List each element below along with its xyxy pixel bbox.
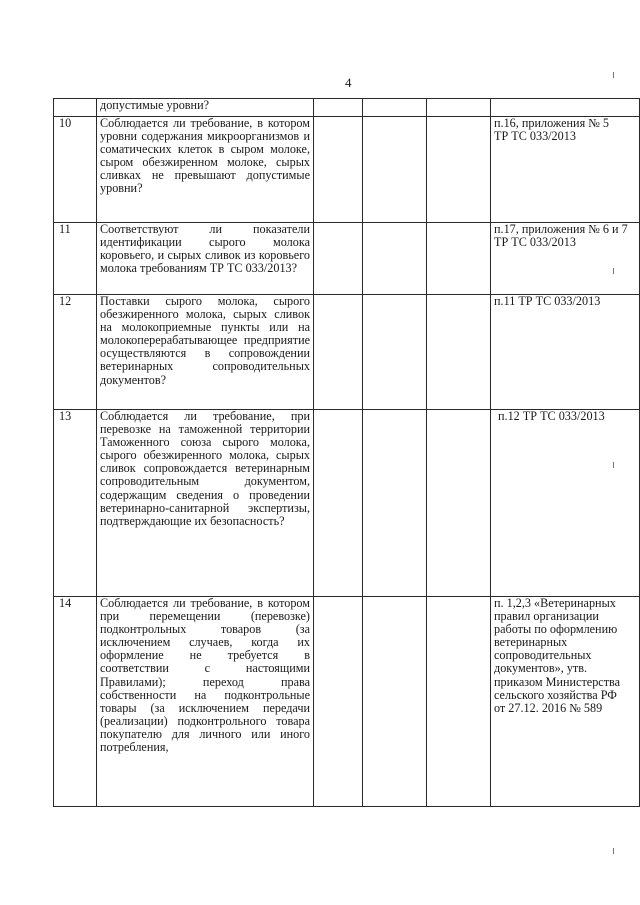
table-row [54, 597, 640, 807]
row-number: 13 [54, 410, 97, 597]
answer-na-cell [427, 99, 491, 117]
table-row [54, 99, 640, 117]
table-row [54, 410, 640, 597]
answer-no-cell [363, 597, 427, 807]
reference-text: п. 1,2,3 «Ветеринарных правил организации работы по оформлению ветеринарных сопроводительных документов», утв. приказом Министерства сельского хозяйства РФ от 27.12. 2016 № 589 [494, 596, 621, 715]
page-number: 4 [345, 75, 352, 90]
question-cell: Соответствуют ли показатели идентификации сырого молока коровьего, и сырых сливок из коровьего молока требованиям ТР ТС 033/2013? [97, 223, 314, 295]
answer-yes-cell [314, 117, 363, 223]
question-cell: Поставки сырого молока, сырого обезжиренного молока, сырых сливок на молокоприемные пункты или на молокоперерабатывающее предприятие осуществляются в сопровождении ветеринарных сопроводительных документов? [97, 295, 314, 410]
answer-na-cell [427, 117, 491, 223]
answer-no-cell [363, 410, 427, 597]
row-number [54, 99, 97, 117]
answer-na-cell [427, 597, 491, 807]
table-row [54, 223, 640, 295]
answer-yes-cell [314, 410, 363, 597]
answer-no-cell [363, 117, 427, 223]
answer-na-cell [427, 410, 491, 597]
reference-cell: п.17, приложения № 6 и 7 ТР ТС 033/2013 [491, 223, 640, 295]
answer-na-cell [427, 295, 491, 410]
reference-cell: п.11 ТР ТС 033/2013 [491, 295, 640, 410]
checklist-table [53, 98, 640, 807]
reference-text: п.16, приложения № 5 ТР ТС 033/2013 [494, 116, 609, 144]
answer-no-cell [363, 223, 427, 295]
row-number: 14 [54, 597, 97, 807]
answer-no-cell [363, 295, 427, 410]
row-number: 11 [54, 223, 97, 295]
answer-yes-cell [314, 223, 363, 295]
table-row [54, 295, 640, 410]
answer-yes-cell [314, 295, 363, 410]
answer-yes-cell [314, 597, 363, 807]
row-number: 10 [54, 117, 97, 223]
row-number: 12 [54, 295, 97, 410]
margin-mark [613, 72, 614, 78]
reference-cell [491, 117, 640, 223]
answer-yes-cell [314, 99, 363, 117]
answer-no-cell [363, 99, 427, 117]
answer-na-cell [427, 223, 491, 295]
reference-cell [491, 597, 640, 807]
reference-cell [491, 99, 640, 117]
table-row [54, 117, 640, 223]
question-cell: Соблюдается ли требование, в котором уровни содержания микроорганизмов и соматических клеток в сыром молоке, сыром обезжиренном молоке, сырых сливках не превышают допустимые уровни? [97, 117, 314, 223]
reference-cell [491, 410, 640, 597]
question-cell: Соблюдается ли требование, в котором при перемещении (перевозке) подконтрольных товаров (за исключением случаев, когда их оформление не требуется в соответствии с настоящими Правилами); переход права собственности на подконтрольные товары (за исключением передачи (реализации) подконтрольного товара покупателю для личного или иного потребления, [97, 597, 314, 807]
question-cell: допустимые уровни? [97, 99, 314, 117]
margin-mark [613, 848, 614, 854]
reference-text: п.12 ТР ТС 033/2013 [498, 409, 605, 423]
question-cell: Соблюдается ли требование, при перевозке на таможенной территории Таможенного союза сырого молока, сырого обезжиренного молока, сырых сливок сопровождается ветеринарным сопроводительным документом, содержащим сведения о проведении ветеринарно-санитарной экспертизы, подтверждающие их безопасность? [97, 410, 314, 597]
